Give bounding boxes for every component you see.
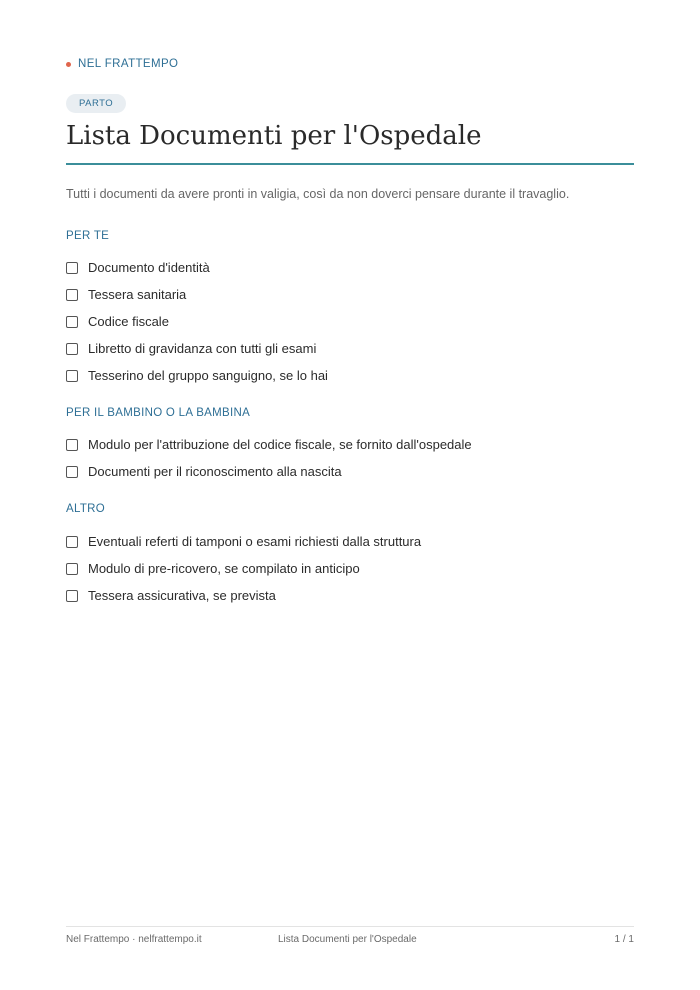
- checklist-altro: [66, 528, 421, 609]
- checklist-item-label: Modulo per l'attribuzione del codice fiscale, se fornito dall'ospedale: [88, 437, 472, 452]
- checkbox-icon[interactable]: [66, 439, 78, 451]
- brand-header: [66, 58, 178, 70]
- section-title-altro: ALTRO: [66, 503, 105, 515]
- section-title-per-il-bambino: PER IL BAMBINO O LA BAMBINA: [66, 407, 251, 419]
- checklist-item-label: Codice fiscale: [88, 314, 169, 329]
- checklist-item-label: Modulo di pre-ricovero, se compilato in anticipo: [88, 561, 360, 576]
- category-tag: PARTO: [66, 94, 126, 113]
- checkbox-icon[interactable]: [66, 590, 78, 602]
- checkbox-icon[interactable]: [66, 466, 78, 478]
- checkbox-icon[interactable]: [66, 563, 78, 575]
- checkbox-icon[interactable]: [66, 262, 78, 274]
- checklist-item[interactable]: [66, 362, 328, 389]
- checklist-item-label: Tesserino del gruppo sanguigno, se lo hai: [88, 368, 328, 383]
- intro-text: Tutti i documenti da avere pronti in valigia, così da non doverci pensare durante il travaglio.: [66, 187, 570, 201]
- section-title-per-te: PER TE: [66, 230, 110, 242]
- checklist-item-label: Tessera assicurativa, se prevista: [88, 588, 276, 603]
- footer-document-title: Lista Documenti per l'Ospedale: [278, 934, 417, 945]
- page-title: Lista Documenti per l'Ospedale: [66, 121, 482, 151]
- footer-site: Nel Frattempo · nelfrattempo.it: [66, 934, 202, 945]
- checklist-item[interactable]: [66, 308, 328, 335]
- checklist-item[interactable]: [66, 582, 421, 609]
- checklist-per-il-bambino: [66, 431, 472, 485]
- checklist-item-label: Documento d'identità: [88, 260, 210, 275]
- document-page: [66, 0, 634, 990]
- checklist-item[interactable]: [66, 555, 421, 582]
- checklist-item-label: Eventuali referti di tamponi o esami richiesti dalla struttura: [88, 534, 422, 549]
- checkbox-icon[interactable]: [66, 536, 78, 548]
- checkbox-icon[interactable]: [66, 343, 78, 355]
- footer-divider: [66, 926, 634, 927]
- checklist-item-label: Libretto di gravidanza con tutti gli esami: [88, 341, 317, 356]
- title-divider: [66, 163, 634, 165]
- checkbox-icon[interactable]: [66, 289, 78, 301]
- checklist-item[interactable]: [66, 335, 328, 362]
- footer-page-number: 1 / 1: [614, 934, 634, 945]
- checklist-item[interactable]: [66, 458, 472, 485]
- brand-name: NEL FRATTEMPO: [78, 58, 179, 70]
- checkbox-icon[interactable]: [66, 316, 78, 328]
- checklist-item[interactable]: [66, 281, 328, 308]
- checkbox-icon[interactable]: [66, 370, 78, 382]
- checklist-item[interactable]: [66, 431, 472, 458]
- checklist-per-te: [66, 254, 328, 389]
- checklist-item-label: Documenti per il riconoscimento alla nascita: [88, 464, 342, 479]
- checklist-item[interactable]: [66, 254, 328, 281]
- checklist-item[interactable]: [66, 528, 421, 555]
- checklist-item-label: Tessera sanitaria: [88, 287, 187, 302]
- brand-dot-icon: [66, 62, 71, 67]
